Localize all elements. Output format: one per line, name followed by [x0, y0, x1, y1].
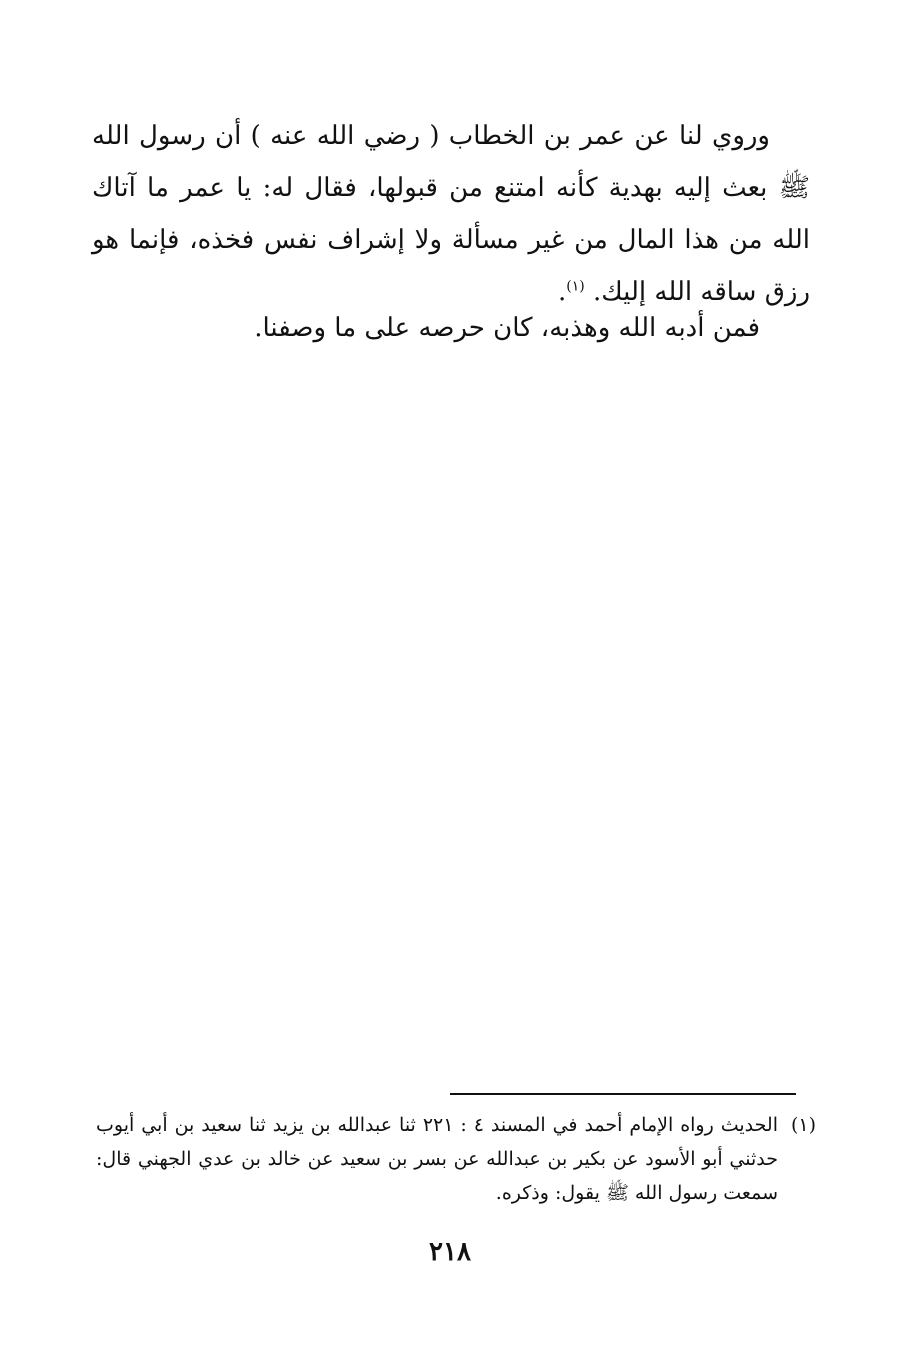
paragraph-hadith-text: وروي لنا عن عمر بن الخطاب ( رضي الله عنه ) أن رسول الله ﷺ بعث إليه بهدية كأنه امتنع من قبولها، فقال له: يا عمر ما آتاك الله من هذا المال من غير مسألة ولا إشراف نفس فخذه، فإنما هو رزق ساقه الله إليك.	[92, 121, 811, 307]
paragraph-conclusion: فمن أدبه الله وهذبه، كان حرصه على ما وصفنا.	[254, 313, 760, 343]
footnote-reference-marker: (١)	[566, 278, 585, 295]
footnote	[96, 1108, 816, 1210]
footnote-separator-rule	[450, 1093, 796, 1095]
paragraph-hadith: وروي لنا عن عمر بن الخطاب ( رضي الله عنه ) أن رسول الله ﷺ بعث إليه بهدية كأنه امتنع من قبولها، فقال له: يا عمر ما آتاك الله من هذا المال من غير مسألة ولا إشراف نفس فخذه، فإنما هو رزق ساقه الله إليك. $^{(١)}$.	[92, 121, 811, 307]
footnote-text: الحديث رواه الإمام أحمد في المسند ٤ : ٢٢١ ثنا عبدالله بن يزيد ثنا سعيد بن أبي أيوب حدثني أبو الأسود عن بكير بن عبدالله عن بسر بن سعيد عن خالد بن عدي الجهني قال: سمعت رسول الله ﷺ يقول: وذكره.	[96, 1114, 778, 1204]
footnote-number: (١)	[790, 1114, 816, 1136]
page-number: ٢١٨	[429, 1237, 471, 1267]
